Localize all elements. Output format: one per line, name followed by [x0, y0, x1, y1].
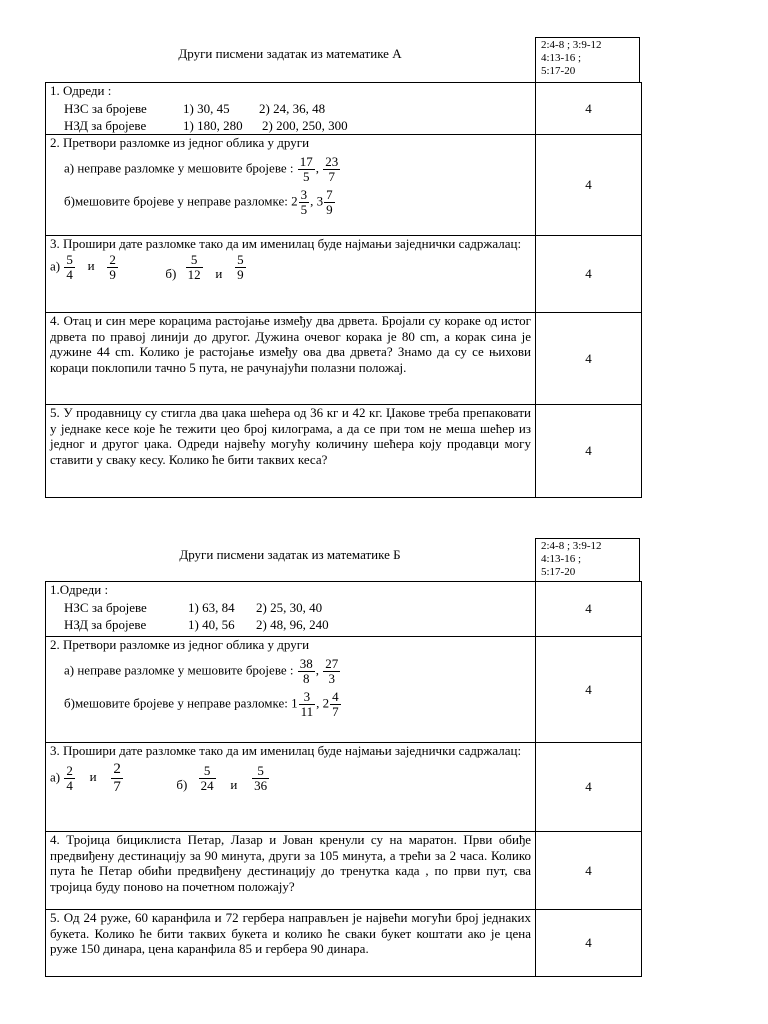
nzd-label: НЗД за бројеве — [64, 617, 147, 632]
test-b-grading-scale — [535, 538, 640, 581]
fraction: $\frac{5}{36}$ — [254, 762, 268, 793]
task-3-a-label: а) — [50, 257, 61, 273]
task-row-4 — [46, 313, 642, 405]
fraction: $\frac{17}{5}$ — [299, 153, 313, 184]
task-3-b-label: б) — [165, 265, 177, 281]
mixed-number: 2 $\frac{3}{5}$ — [291, 186, 308, 217]
task-5-points: 4 — [536, 910, 642, 977]
fraction: $\frac{2}{4}$ — [66, 762, 73, 793]
grading-line: 5:17-20 — [541, 566, 576, 578]
task-3-head: 3. Прошири дате разломке тако да им именилац буде најмањи заједнички садржалац: — [50, 236, 522, 251]
test-a-grading-scale — [535, 37, 640, 82]
grading-line: 5:17-20 — [541, 65, 576, 77]
task-1-points: 4 — [536, 582, 642, 637]
task-row-5 — [46, 910, 642, 977]
grading-line: 2:4-8 ; 3:9-12 — [541, 540, 602, 552]
task-row-2 — [46, 135, 642, 236]
fraction: $\frac{5}{4}$ — [66, 251, 73, 282]
task-3-content — [46, 236, 536, 313]
test-a-header — [45, 37, 642, 82]
and-word: и — [87, 257, 95, 273]
task-row-4 — [46, 832, 642, 910]
test-b-header — [45, 538, 642, 581]
task-4-points: 4 — [536, 832, 642, 910]
fraction: $\frac{2}{7}$ — [113, 760, 121, 795]
mixed-number: 3 $\frac{7}{9}$ — [316, 186, 333, 217]
task-5-content: 5. У продавницу су стигла два џака шећера од 36 кг и 42 кг. Џакове треба препаковати у једнаке кесе које ће тежити цео број килограма, а да се при том не меша шећер из једног и другог џака. Одреди највећу могућу количину шећера коју продавци могу ставити у сваку кесу. Колико ће бити таквих кеса? — [46, 405, 536, 498]
task-3-content — [46, 743, 536, 832]
test-b — [45, 538, 642, 956]
nzd-item-2: 2) 48, 96, 240 — [256, 617, 329, 632]
task-4-content: 4. Отац и син мере корацима растојање између два дрвета. Бројали су кораке од истог дрвета по правој линији до другог. Дужина очевог корака је 80 cm, а корак сина је дужине 44 cm. Колико је растојање између ова два дрвета? Знамо да су се њихови кораци поклопили тачно 5 пута, не рачунајући полазни положај. — [46, 313, 536, 405]
task-row-2 — [46, 637, 642, 743]
nzs-label: НЗС за бројеве — [64, 599, 147, 615]
and-word: и — [215, 265, 223, 281]
nzs-item-1: 1) 63, 84 — [188, 599, 235, 615]
task-2-content: 2. Претвори разломке из једног облика у други а) неправе разломке у мешовите бројеве : $\frac{17}{5}$ , $\frac{23}{7}$ б)мешовите бројеве у неправе разломке: 2 $\frac{3}{5}$ , 3 $\frac{7}{9}$ — [46, 135, 536, 236]
task-1-content — [46, 83, 536, 135]
task-2-a-label: а) неправе разломке у мешовите бројеве : — [64, 159, 294, 175]
test-b-title: Други писмени задатак из математике Б — [179, 547, 401, 562]
grading-line: 4:13-16 ; — [541, 52, 582, 64]
test-a-title: Други писмени задатак из математике А — [178, 46, 402, 61]
task-2-points: 4 — [536, 637, 642, 743]
task-row-3 — [46, 236, 642, 313]
task-2-content: 2. Претвори разломке из једног облика у други а) неправе разломке у мешовите бројеве : $\frac{38}{8}$ , $\frac{27}{3}$ б)мешовите бројеве у неправе разломке: 1 $\frac{3}{11}$ , 2 $\frac{4}{7}$ — [46, 637, 536, 743]
mixed-number: 1 $\frac{3}{11}$ — [291, 688, 314, 719]
fraction: $\frac{27}{3}$ — [325, 655, 339, 686]
task-1-head: 1.Одреди : — [50, 582, 109, 597]
task-row-1 — [46, 582, 642, 637]
test-a — [45, 37, 642, 467]
task-1-points: 4 — [536, 83, 642, 135]
task-1-content — [46, 582, 536, 637]
fraction: $\frac{5}{12}$ — [187, 251, 201, 282]
fraction: $\frac{23}{7}$ — [325, 153, 339, 184]
grading-line: 4:13-16 ; — [541, 553, 582, 565]
test-a-table — [45, 82, 642, 498]
nzs-label: НЗС за бројеве — [64, 100, 147, 116]
task-3-a-label: а) — [50, 768, 61, 784]
task-row-3 — [46, 743, 642, 832]
nzs-item-2: 2) 25, 30, 40 — [256, 599, 323, 615]
grading-line: 2:4-8 ; 3:9-12 — [541, 39, 602, 51]
task-row-1 — [46, 83, 642, 135]
nzs-item-1: 1) 30, 45 — [183, 100, 230, 116]
fraction: $\frac{2}{9}$ — [109, 251, 116, 282]
task-3-b-label: б) — [176, 776, 188, 792]
nzs-item-2: 2) 24, 36, 48 — [259, 100, 326, 116]
nzd-item-2: 2) 200, 250, 300 — [262, 118, 348, 133]
task-4-points: 4 — [536, 313, 642, 405]
fraction: $\frac{5}{9}$ — [237, 251, 244, 282]
and-word: и — [230, 776, 238, 792]
test-b-table — [45, 581, 642, 977]
nzd-item-1: 1) 180, 280 — [183, 118, 243, 133]
task-3-head: 3. Прошири дате разломке тако да им именилац буде најмањи заједнички садржалац: — [50, 743, 522, 758]
and-word: и — [89, 768, 97, 784]
task-2-head: 2. Претвори разломке из једног облика у други — [50, 637, 310, 652]
task-2-head: 2. Претвори разломке из једног облика у други — [50, 135, 310, 150]
mixed-number: 2 $\frac{4}{7}$ — [322, 688, 339, 719]
fraction: $\frac{38}{8}$ — [299, 655, 313, 686]
task-2-b-label: б)мешовите бројеве у неправе разломке: — [64, 192, 288, 208]
task-3-points: 4 — [536, 236, 642, 313]
task-2-b-label: б)мешовите бројеве у неправе разломке: — [64, 694, 288, 710]
task-5-content: 5. Од 24 руже, 60 каранфила и 72 гербера направљен је највећи могући број једнаких букета. Колико ће бити таквих букета и колико ће сваки букет коштати ако је цена руже 150 динара, цена каранфила 85 и гербера 90 динара. — [46, 910, 536, 977]
fraction: $\frac{5}{24}$ — [200, 762, 214, 793]
task-4-content: 4. Тројица бициклиста Петар, Лазар и Јован кренули су на маратон. Први обиђе предвиђену дестинацију за 90 минута, други за 105 минута, а трећи за 2 часа. Колико пута ће Петар обићи предвиђену дестинацију до тренутка када , по први пут, сва тројица буду поново на почетном положају? — [46, 832, 536, 910]
task-row-5 — [46, 405, 642, 498]
task-3-points: 4 — [536, 743, 642, 832]
task-1-head: 1. Одреди : — [50, 83, 112, 98]
task-5-points: 4 — [536, 405, 642, 498]
task-2-a-label: а) неправе разломке у мешовите бројеве : — [64, 661, 294, 677]
nzd-label: НЗД за бројеве — [64, 118, 147, 133]
task-2-points: 4 — [536, 135, 642, 236]
nzd-item-1: 1) 40, 56 — [188, 617, 235, 632]
